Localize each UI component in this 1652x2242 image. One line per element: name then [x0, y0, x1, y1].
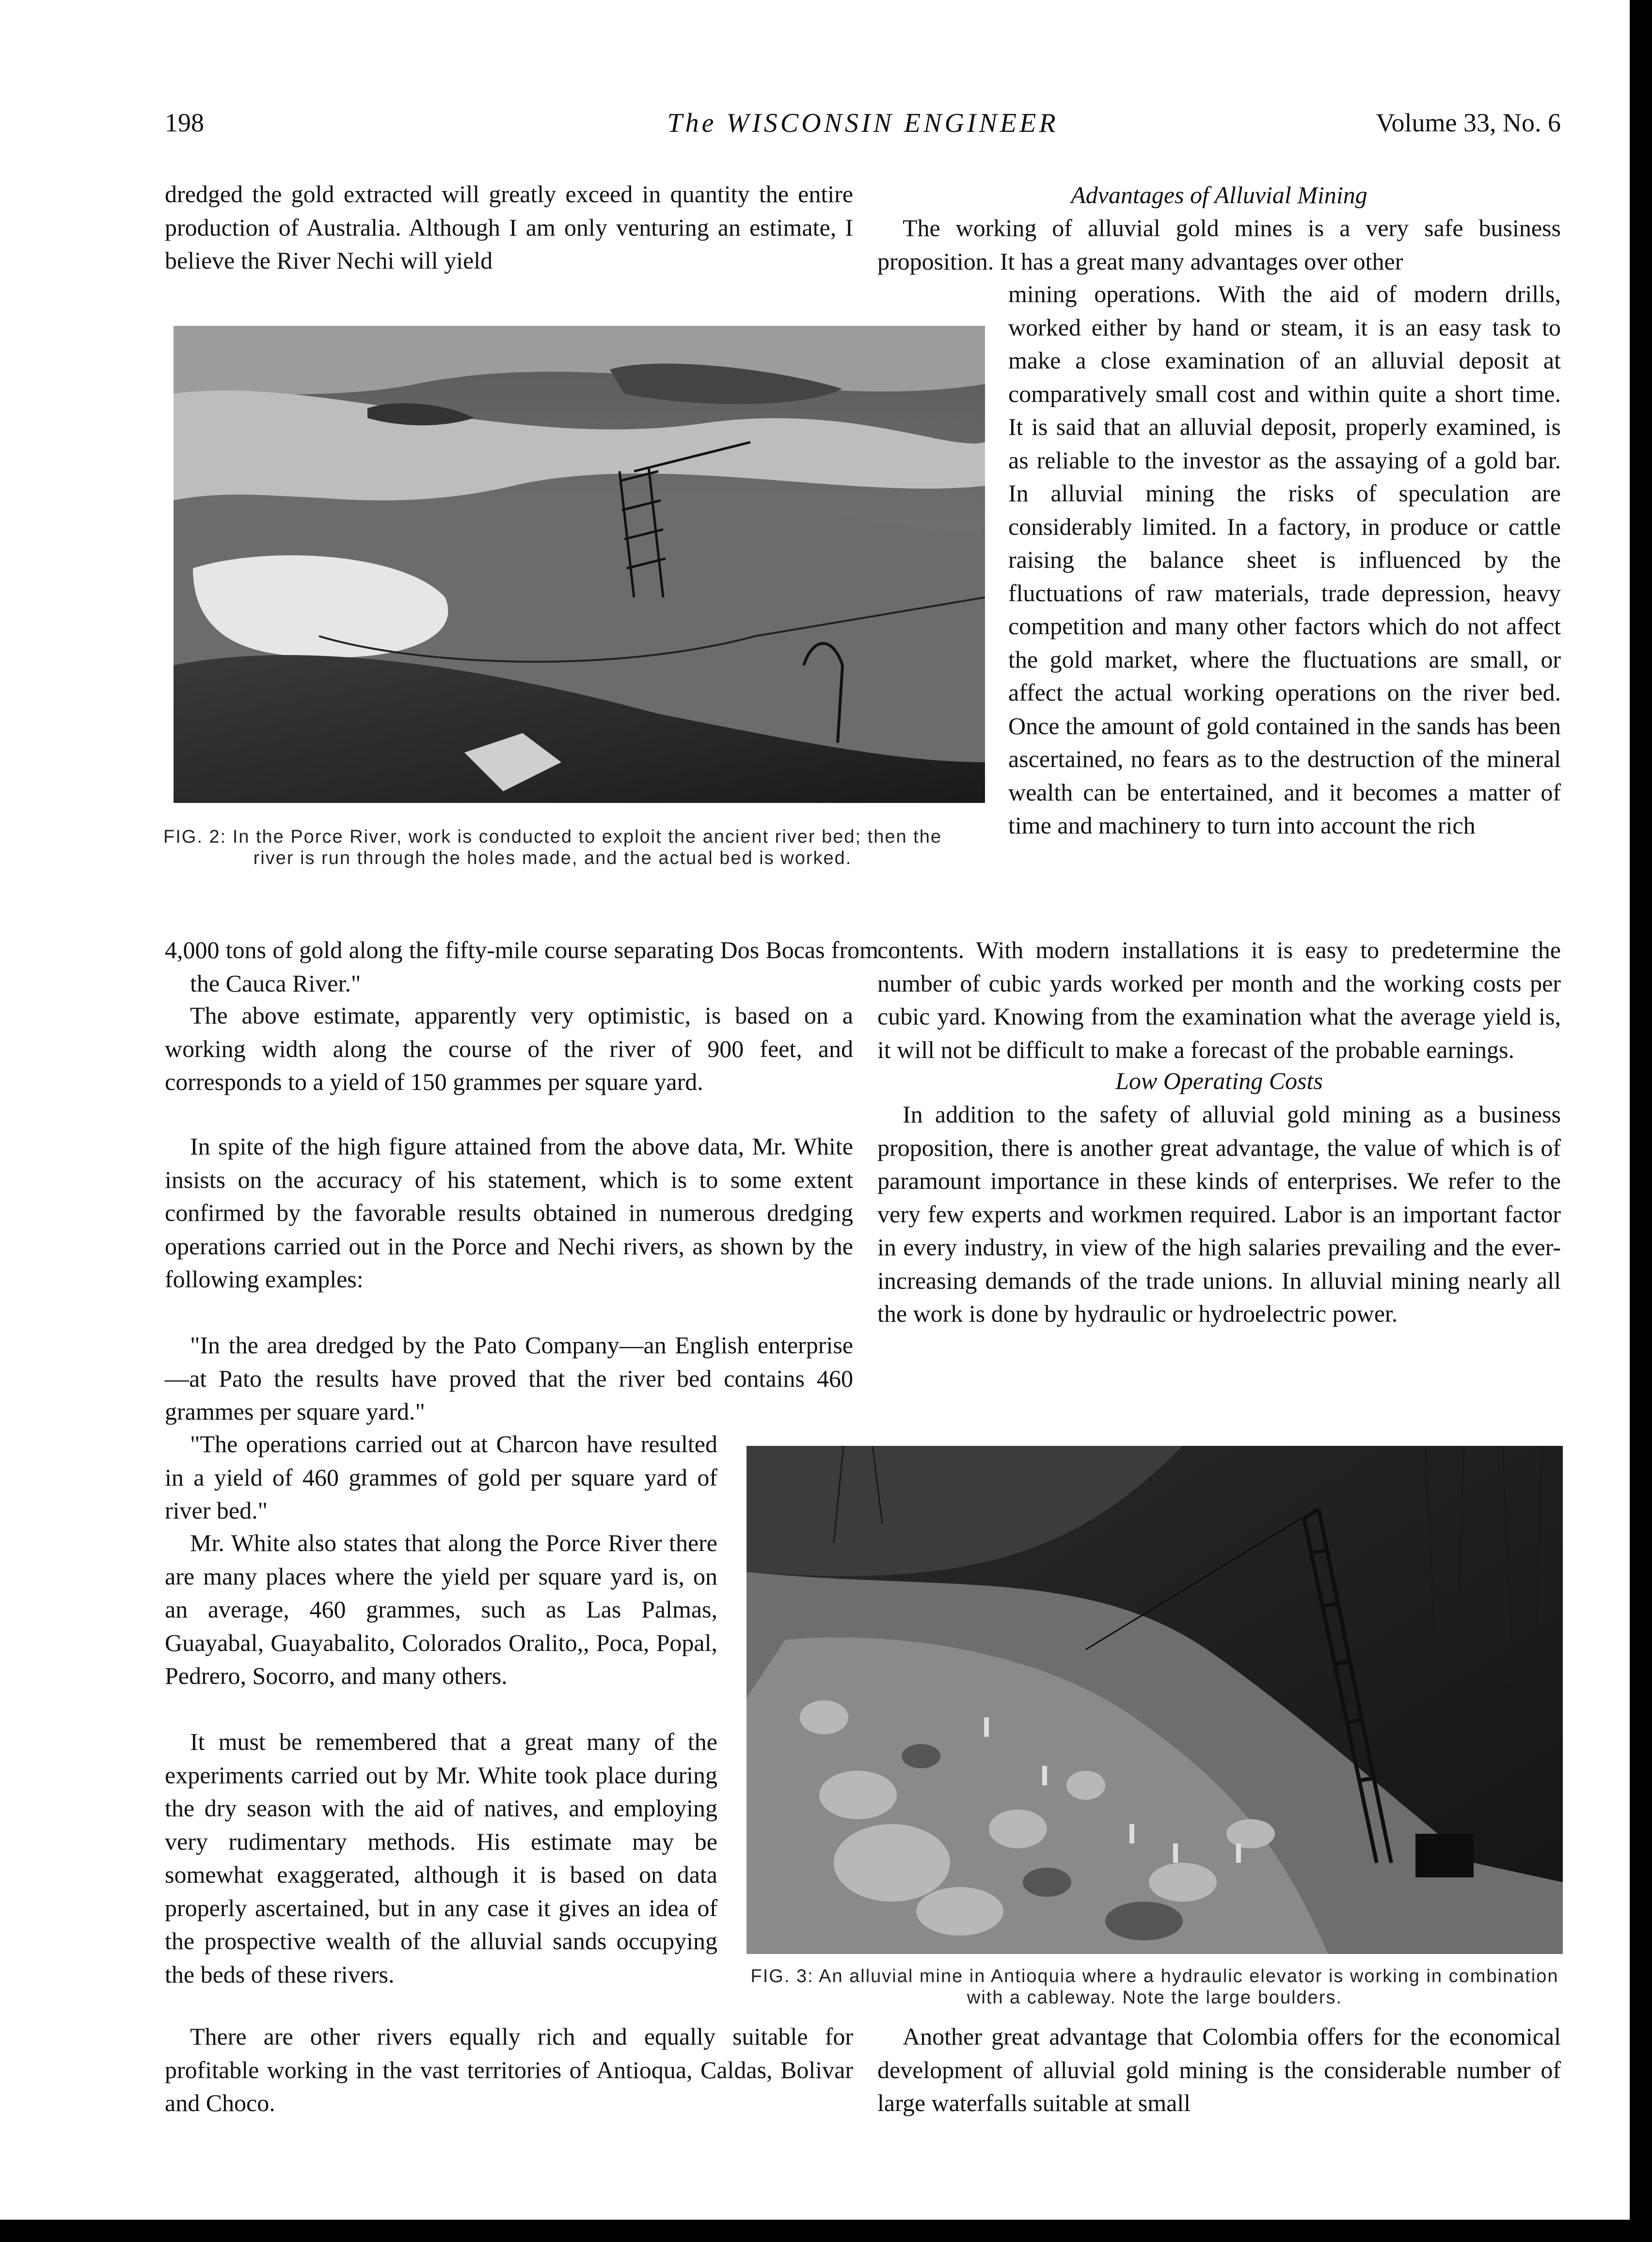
journal-title: The WISCONSIN ENGINEER	[667, 108, 1059, 138]
fig3-caption: FIG. 3: An alluvial mine in Antioquia where a hydraulic elevator is working in combination with a cableway. Note the large boulders.	[750, 1966, 1559, 2008]
right-paragraph-1-narrow: mining operations. With the aid of modern drills, worked either by hand or steam, it is an easy task to make a close examination of an alluvial deposit at comparatively small cost and within quite a short time. It is said that an alluvial deposit, properly examined, is as reliable to the investor as the assaying of a gold bar. In alluvial mining the risks of speculation are considerably limited. In a factory, in produce or cattle raising the balance sheet is influenced by the fluctuations of raw materials, trade depression, heavy competition and many other factors which do not affect the gold market, where the fluctuations are small, or affect the actual working operations on the river bed. Once the amount of gold contained in the sands has been ascertained, no fears as to the destruction of the mineral wealth can be entertained, and it becomes a matter of time and machinery to turn into account the rich	[1008, 280, 1561, 839]
right-paragraph-2: In addition to the safety of alluvial gold mining as a business proposition, there is another great advantage, the value of which is of paramount importance in these kinds of enterprises. We refer to the very few experts and workmen required. Labor is an important factor in every industry, in view of the high salaries prevailing and the ever-increasing demands of the trade unions. In alluvial mining nearly all the work is done by hydraulic or hydroelectric power.	[877, 1101, 1561, 1327]
right-paragraph-1-bottom: contents. With modern installations it is easy to predetermine the number of cubic yards worked per month and the working costs per cubic yard. Knowing from the examination what the average yield is, it will not be difficult to make a forecast of the probable earnings.	[877, 936, 1561, 1063]
page-number: 198	[165, 108, 204, 137]
scan-edge-right	[1630, 0, 1652, 2242]
fig2-photo	[174, 326, 985, 803]
left-paragraph-7: Mr. White also states that along the Porce River there are many places where the yield per square yard is, on an average, 460 grammes, such as Las Palmas, Guayabal, Guayabalito, Colorados Oralito,, Poca, Popal, Pedrero, Socorro, and many others.	[165, 1529, 717, 1689]
right-paragraph-1-top: The working of alluvial gold mines is a very safe business proposition. It has a great many advantages over other	[877, 214, 1561, 275]
left-paragraph-3: The above estimate, apparently very optimistic, is based on a working width along the course of the river of 900 feet, and corresponds to a yield of 150 grammes per square yard.	[165, 1002, 853, 1095]
left-paragraph-4: In spite of the high figure attained from the above data, Mr. White insists on the accuracy of his statement, which is to some extent confirmed by the favorable results obtained in numerous dredging operations carried out in the Porce and Nechi rivers, as shown by the following examples:	[165, 1133, 853, 1293]
fig2-caption: FIG. 2: In the Porce River, work is conducted to exploit the ancient river bed; then the river is run through the holes made, and the actual bed is worked.	[163, 827, 942, 868]
left-paragraph-6: "The operations carried out at Charcon have resulted in a yield of 460 grammes of gold per square yard of river bed."	[165, 1430, 717, 1524]
fig3-photo	[747, 1446, 1563, 1954]
left-paragraph-2: 4,000 tons of gold along the fifty-mile course separating Dos Bocas from the Cauca River."	[165, 936, 878, 997]
page-header	[165, 108, 1561, 146]
left-paragraph-9: There are other rivers equally rich and equally suitable for profitable working in the vast territories of Antioqua, Caldas, Bolivar and Choco.	[165, 2023, 853, 2116]
left-paragraph-8: It must be remembered that a great many of the experiments carried out by Mr. White took place during the dry season with the aid of natives, and employing very rudimentary methods. His estimate may be somewhat exaggerated, although it is based on data properly ascertained, but in any case it gives an idea of the prospective wealth of the alluvial sands occupying the beds of these rivers.	[165, 1728, 717, 1988]
heading-advantages: Advantages of Alluvial Mining	[1071, 181, 1367, 208]
heading-low-costs: Low Operating Costs	[1115, 1067, 1323, 1094]
volume-issue: Volume 33, No. 6	[1376, 108, 1561, 137]
scan-edge-bottom	[0, 2220, 1652, 2242]
left-paragraph-5: "In the area dredged by the Pato Company—an English enterprise—at Pato the results have proved that the river bed contains 460 grammes per square yard."	[165, 1331, 853, 1425]
right-paragraph-3: Another great advantage that Colombia offers for the economical development of alluvial gold mining is the considerable number of large waterfalls suitable at small	[877, 2023, 1561, 2116]
left-paragraph-1: dredged the gold extracted will greatly exceed in quantity the entire production of Australia. Although I am only venturing an estimate, I believe the River Nechi will yield	[165, 180, 853, 274]
